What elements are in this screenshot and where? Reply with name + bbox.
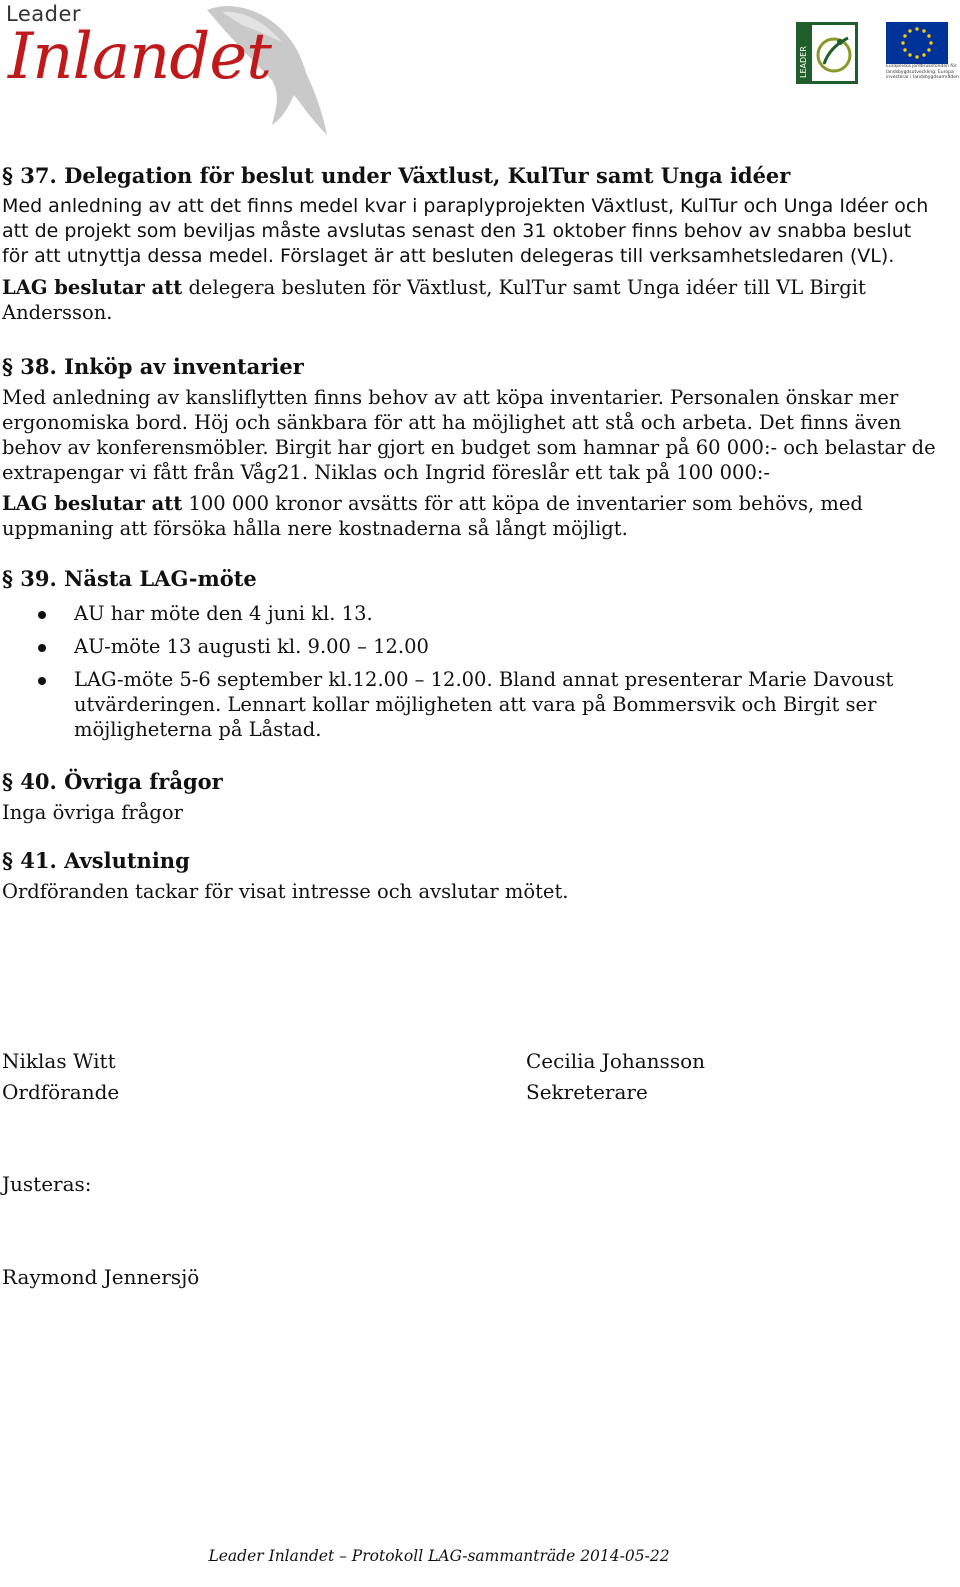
leader-inlandet-logo [2, 0, 332, 140]
decision-text: delegera besluten för Växtlust, KulTur samt Unga idéer till VL Birgit Andersson. [2, 276, 866, 324]
signatory-role: Sekreterare [526, 1080, 648, 1104]
bullet-icon [38, 677, 46, 685]
signatory-name: Niklas Witt [2, 1049, 116, 1073]
bullet-icon [38, 644, 46, 652]
signatory-name: Cecilia Johansson [526, 1049, 706, 1073]
eu-caption-line: landsbygdsutveckling: Europa [886, 69, 954, 75]
section-38-body: Med anledning av kansliflytten finns behov av att köpa inventarier. Personalen önskar mer ergonomiska bord. Höj och sänkbara för att ha möjlighet att stå och arbeta. Det finns även behov av konferensmöbler. Birgit har gjort en budget som hamnar på 60 000:- och belastar de extrapengar vi fått från Våg21. Niklas och Ingrid föreslår ett tak på 100 000:- [2, 386, 936, 484]
section-37-proposal: Förslaget är att besluten delegeras till verksamhetsledaren (VL). [279, 245, 895, 267]
eu-caption-line: investerar i landsbygdsområden [886, 75, 959, 80]
meeting-list [2, 601, 942, 742]
list-item [2, 634, 942, 659]
section-41-body: Ordföranden tackar för visat intresse och avslutar mötet. [2, 880, 569, 903]
decision-text: 100 000 kronor avsätts för att köpa de inventarier som behövs, med uppmaning att försöka hålla nere kostnaderna så långt möjligt. [2, 492, 863, 540]
logo-inlandet-text: Inlandet [8, 20, 271, 94]
decision-lead: LAG beslutar att [2, 492, 183, 515]
eu-caption [886, 64, 959, 81]
bullet-icon [38, 611, 46, 619]
logo-leader-text: Leader [6, 2, 82, 26]
section-39-heading: § 39. Nästa LAG-möte [2, 566, 257, 591]
list-item-text: AU har möte den 4 juni kl. 13. [74, 602, 373, 625]
decision-lead: LAG beslutar att [2, 276, 183, 299]
protocol-content [2, 158, 942, 904]
eu-flag-icon [886, 22, 948, 64]
badge-text: LEADER [799, 46, 808, 78]
list-item-text: LAG-möte 5-6 september kl.12.00 – 12.00. Bland annat presenterar Marie Davoust utvärderingen. Lennart kollar möjligheten att vara på Bommersvik och Birgit ser möjligheterna på Låstad. [74, 668, 894, 741]
justeras-name: Raymond Jennersjö [2, 1265, 200, 1289]
list-item-text: AU-möte 13 augusti kl. 9.00 – 12.00 [74, 635, 429, 658]
section-38-heading: § 38. Inköp av inventarier [2, 354, 304, 379]
justeras-label: Justeras: [2, 1172, 92, 1196]
section-40-body: Inga övriga frågor [2, 801, 183, 824]
section-37-body-text: Med anledning av att det finns medel kvar i paraplyprojekten Växtlust, KulTur och Unga Idéer och att de projekt som beviljas måste avslutas senast den 31 oktober finns behov av snabba beslut för att utnyttja dessa medel. [2, 195, 929, 267]
section-38-decision [2, 491, 942, 541]
section-37-decision [2, 275, 942, 325]
leader-badge-icon [796, 22, 858, 84]
section-41-heading: § 41. Avslutning [2, 848, 190, 873]
page-footer: Leader Inlandet – Protokoll LAG-sammanträde 2014-05-22 [208, 1547, 670, 1565]
eu-caption-line: Europeiska jordbruksfonden för [886, 64, 957, 69]
section-40-heading: § 40. Övriga frågor [2, 769, 223, 794]
section-37-heading: § 37. Delegation för beslut under Växtlust, KulTur samt Unga idéer [2, 163, 791, 188]
section-37-body [2, 194, 942, 269]
signature-right [526, 1046, 705, 1108]
signatory-role: Ordförande [2, 1080, 120, 1104]
list-item [2, 601, 942, 626]
list-item [2, 667, 942, 742]
signature-left [2, 1046, 119, 1108]
